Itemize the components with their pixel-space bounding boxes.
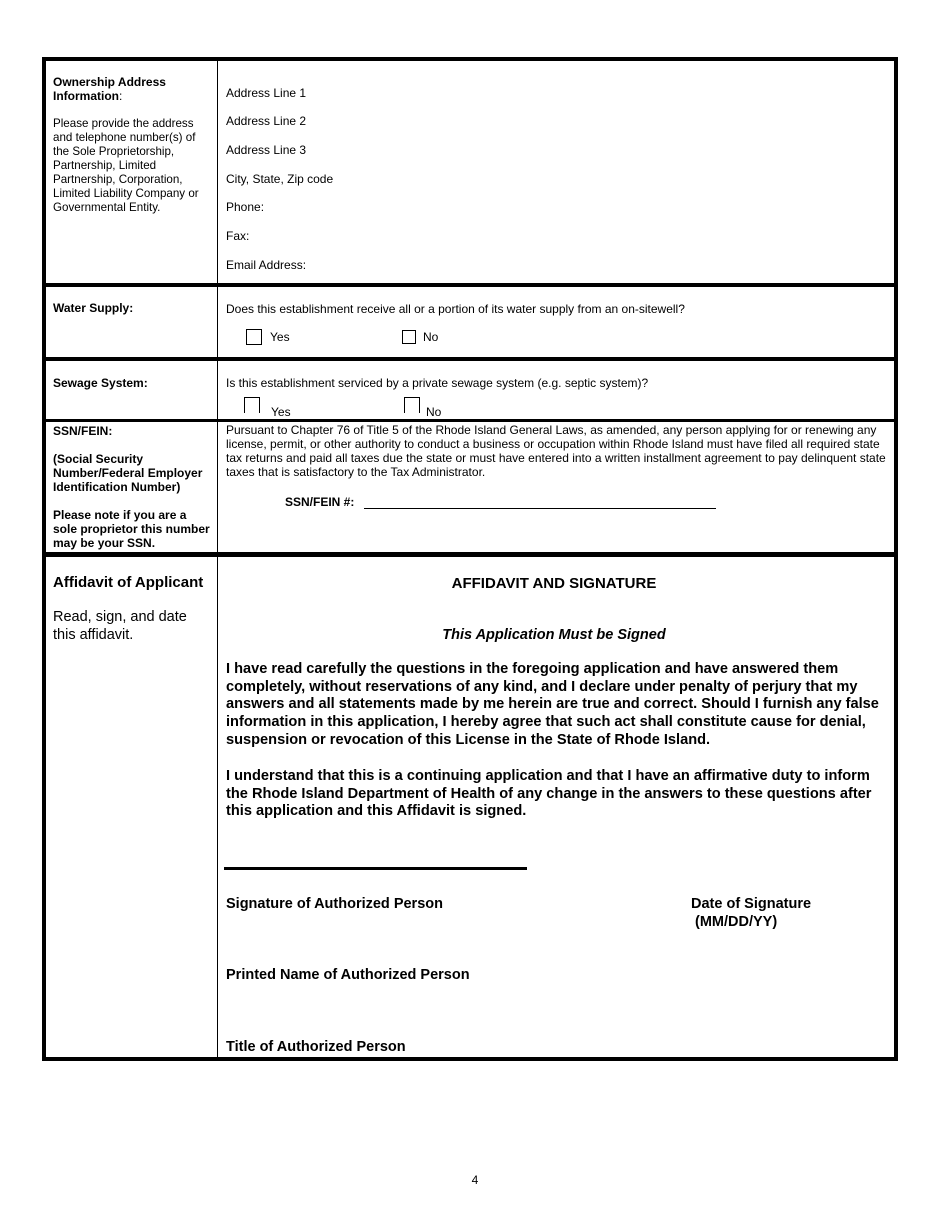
printed-name-label: Printed Name of Authorized Person (226, 967, 470, 983)
sewage-system-no-label: No (426, 405, 442, 419)
ssn-fein-label: SSN/FEIN: (53, 424, 113, 438)
ssn-fein-note: Please note if you are a sole proprietor this number may be your SSN. (53, 508, 210, 550)
affidavit-title: AFFIDAVIT AND SIGNATURE (451, 575, 657, 592)
affidavit-subtitle: This Application Must be Signed (442, 627, 666, 643)
address-line-3-field[interactable]: Address Line 3 (226, 143, 307, 157)
affidavit-left-instruction: Read, sign, and date this affidavit. (53, 609, 187, 643)
affidavit-paragraph-2: I understand that this is a continuing application and that I have an affirmative duty to inform the Rhode Island Department of Health of any change in the answers to these questions after this application and this Affidavit is signed. (226, 768, 872, 820)
ownership-label-cell (46, 61, 218, 283)
ssn-fein-content-cell (218, 422, 894, 552)
sewage-system-label: Sewage System: (53, 376, 148, 390)
water-supply-label-cell (46, 287, 218, 357)
affidavit-paragraph-1: I have read carefully the questions in the foregoing application and have answered them completely, without reservations of any kind, and I declare under penalty of perjury that my answers and all statements made by me herein are true and correct. Should I furnish any false information in this application, I hereby agree that such act shall constitute cause for denial, suspension or revocation of this License in the State of Rhode Island. (226, 661, 879, 748)
ssn-fein-label-cell (46, 422, 218, 552)
address-line-2-field[interactable]: Address Line 2 (226, 114, 307, 128)
water-supply-question-cell (218, 287, 894, 357)
title-of-authorized-person-label: Title of Authorized Person (226, 1039, 406, 1055)
ownership-description: Please provide the address and telephone number(s) of the Sole Proprietorship, Partnership, Limited Partnership, Corporation, Limited Liability Company or Governmental Entity. (53, 117, 199, 214)
ssn-fein-field-label: SSN/FEIN #: (285, 495, 355, 509)
sewage-system-label-cell (46, 361, 218, 419)
ownership-heading: Ownership Address Information (53, 75, 166, 103)
sewage-system-yes-option[interactable] (244, 397, 291, 419)
address-line-1-field[interactable]: Address Line 1 (226, 86, 307, 100)
ownership-address-section (42, 57, 898, 283)
water-supply-no-label: No (423, 330, 439, 344)
date-of-signature-label: Date of Signature (691, 896, 812, 912)
sewage-system-section (42, 357, 898, 419)
date-format-label: (MM/DD/YY) (695, 914, 778, 930)
water-supply-yes-label: Yes (270, 330, 290, 344)
affidavit-left-title: Affidavit of Applicant (53, 574, 204, 591)
ssn-fein-sublabel: (Social Security Number/Federal Employer Identification Number) (53, 452, 203, 494)
signature-label: Signature of Authorized Person (226, 896, 443, 912)
sewage-system-yes-checkbox[interactable] (244, 397, 260, 413)
water-supply-no-option[interactable] (402, 329, 439, 344)
ownership-fields-cell (218, 61, 894, 283)
water-supply-no-checkbox[interactable] (402, 330, 416, 344)
phone-field[interactable]: Phone: (226, 200, 265, 214)
sewage-system-question: Is this establishment serviced by a private sewage system (e.g. septic system)? (226, 376, 649, 390)
water-supply-section (42, 283, 898, 357)
affidavit-section (42, 552, 898, 1061)
sewage-system-no-checkbox[interactable] (404, 397, 420, 413)
ssn-fein-input-line[interactable] (364, 508, 716, 509)
sewage-system-no-option[interactable] (404, 397, 442, 419)
water-supply-yes-option[interactable] (246, 329, 290, 345)
ssn-fein-section (42, 419, 898, 552)
city-state-zip-field[interactable]: City, State, Zip code (226, 172, 334, 186)
email-address-field[interactable]: Email Address: (226, 258, 307, 272)
application-form (42, 57, 898, 1061)
affidavit-label-cell (46, 557, 218, 1057)
sewage-system-yes-label: Yes (271, 405, 291, 419)
sewage-system-question-cell (218, 361, 894, 419)
ssn-fein-paragraph: Pursuant to Chapter 76 of Title 5 of the Rhode Island General Laws, as amended, any person applying for or renewing any license, permit, or other authority to conduct a business or occupation within Rhode Island must have filed all required state tax returns and paid all taxes due the state or must have entered into a written installment agreement to pay delinquent state taxes that is satisfactory to the Tax Administrator. (226, 423, 886, 479)
signature-line[interactable] (224, 867, 527, 870)
water-supply-question: Does this establishment receive all or a portion of its water supply from an on-sitewell? (226, 302, 685, 316)
water-supply-yes-checkbox[interactable] (246, 329, 262, 345)
fax-field[interactable]: Fax: (226, 229, 250, 243)
affidavit-content-cell (218, 557, 894, 1057)
water-supply-label: Water Supply: (53, 301, 134, 315)
ownership-heading-colon: : (119, 89, 123, 103)
page-number: 4 (471, 1173, 479, 1187)
